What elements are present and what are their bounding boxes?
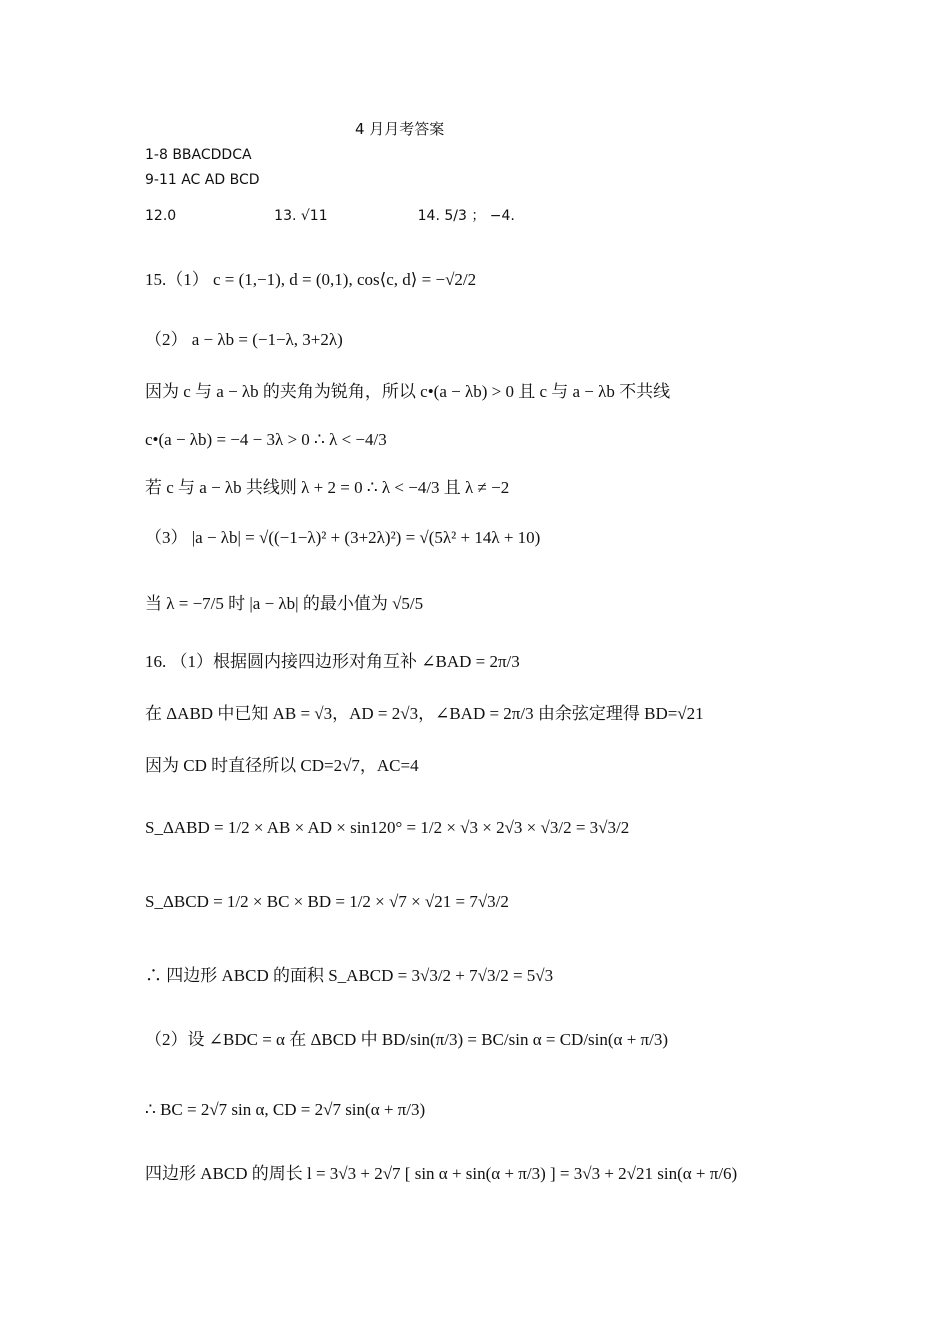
q15-part2-reason: 因为 c 与 a − λb 的夹角为锐角，所以 c•(a − λb) > 0 且 c 与 a − λb 不共线 [145, 382, 671, 401]
q16-part1: 16. （1）根据圆内接四边形对角互补 ∠BAD = 2π/3 [145, 652, 520, 671]
q16-part1-cd: 因为 CD 时直径所以 CD=2√7，AC=4 [145, 756, 419, 775]
q16-part1-bd: 在 ΔABD 中已知 AB = √3，AD = 2√3，∠BAD = 2π/3 由余弦定理得 BD=√21 [145, 704, 704, 723]
page-title: 4 月月考答案 [355, 120, 445, 138]
answer-14: 14. 5/3 ； −4. [417, 208, 515, 224]
answer-9-11: 9-11 AC AD BCD [145, 172, 260, 188]
answer-12: 12.0 [145, 208, 177, 224]
q15-part3: （3） |a − λb| = √((−1−λ)² + (3+2λ)²) = √(5λ² + 14λ + 10) [145, 528, 541, 547]
q16-part2-sides: ∴ BC = 2√7 sin α, CD = 2√7 sin(α + π/3) [145, 1100, 426, 1119]
q15-part1: 15.（1） c = (1,−1), d = (0,1), cos⟨c, d⟩ = −√2/2 [145, 270, 477, 289]
q16-part2-perimeter: 四边形 ABCD 的周长 l = 3√3 + 2√7 [ sin α + sin(α + π/3) ] = 3√3 + 2√21 sin(α + π/6) [145, 1164, 738, 1183]
q15-part2-inequality: c•(a − λb) = −4 − 3λ > 0 ∴ λ < −4/3 [145, 430, 387, 449]
answer-1-8: 1-8 BBACDDCA [145, 147, 252, 163]
q15-part2: （2） a − λb = (−1−λ, 3+2λ) [145, 330, 343, 349]
q16-part2: （2）设 ∠BDC = α 在 ΔBCD 中 BD/sin(π/3) = BC/sin α = CD/sin(α + π/3) [145, 1030, 669, 1049]
q15-part2-collinear: 若 c 与 a − λb 共线则 λ + 2 = 0 ∴ λ < −4/3 且 λ ≠ −2 [145, 478, 510, 497]
q16-area-abcd: ∴ 四边形 ABCD 的面积 S_ABCD = 3√3/2 + 7√3/2 = 5√3 [145, 966, 554, 985]
q16-area-abd: S_ΔABD = 1/2 × AB × AD × sin120° = 1/2 × √3 × 2√3 × √3/2 = 3√3/2 [145, 818, 630, 837]
answer-13: 13. √11 [274, 208, 328, 224]
q16-area-bcd: S_ΔBCD = 1/2 × BC × BD = 1/2 × √7 × √21 = 7√3/2 [145, 892, 509, 911]
answer-row-12-14 [145, 206, 515, 226]
q15-part3-min: 当 λ = −7/5 时 |a − λb| 的最小值为 √5/5 [145, 594, 424, 613]
